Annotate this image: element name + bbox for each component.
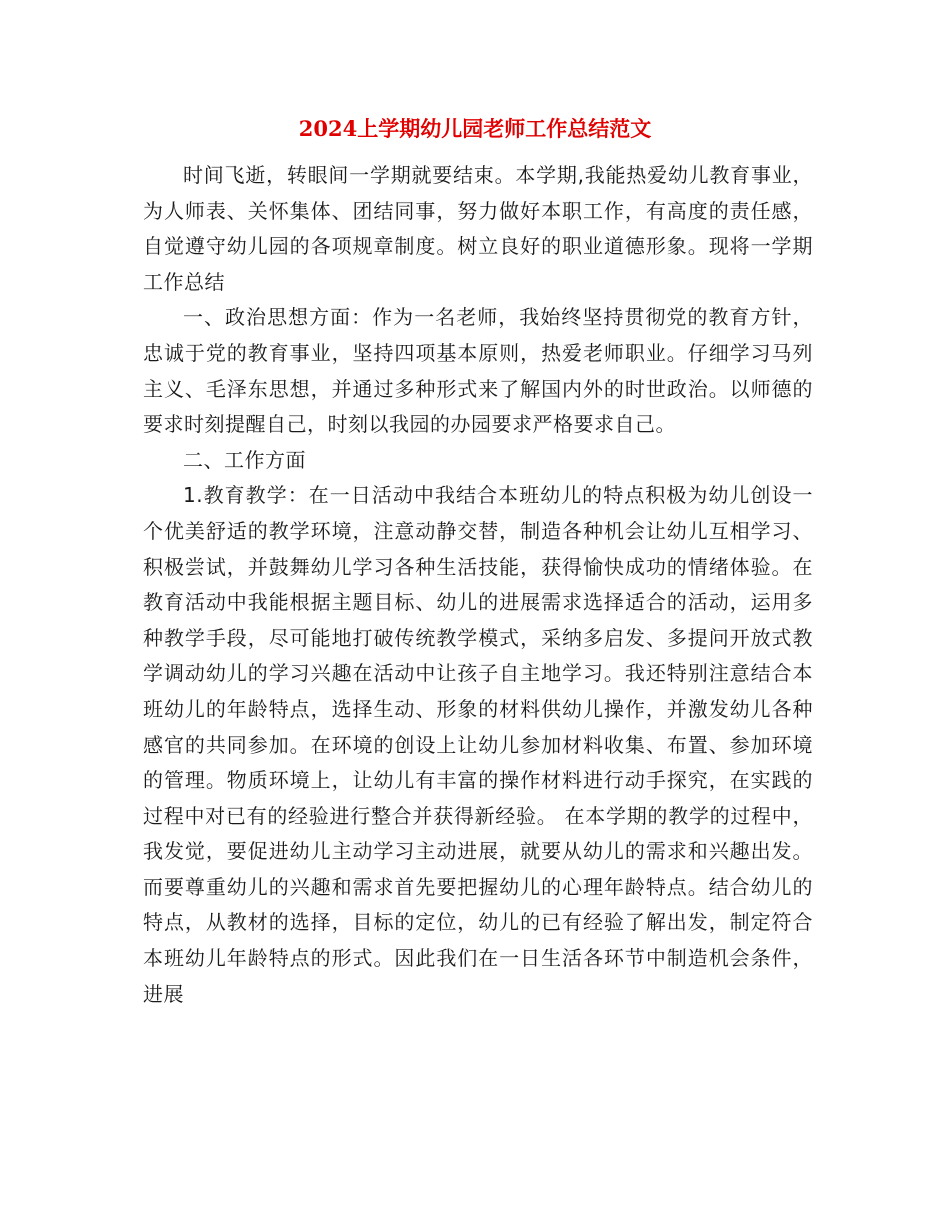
paragraph-education-teaching: 1.教育教学：在一日活动中我结合本班幼儿的特点积极为幼儿创设一个优美舒适的教学环境，注意动静交替，制造各种机会让幼儿互相学习、积极尝试，并鼓舞幼儿学习各种生活技能，获得愉快成功的情绪体验。在教育活动中我能根据主题目标、幼儿的进展需求选择适合的活动，运用多种教学手段，尽可能地打破传统教学模式，采纳多启发、多提问开放式教学调动幼儿的学习兴趣在活动中让孩子自主地学习。我还特别注意结合本班幼儿的年龄特点，选择生动、形象的材料供幼儿操作，并激发幼儿各种感官的共同参加。在环境的创设上让幼儿参加材料收集、布置、参加环境的管理。物质环境上，让幼儿有丰富的操作材料进行动手探究，在实践的过程中对已有的经验进行整合并获得新经验。 在本学期的教学的过程中，我发觉，要促进幼儿主动学习主动进展，就要从幼儿的需求和兴趣出发。而要尊重幼儿的兴趣和需求首先要把握幼儿的心理年龄特点。结合幼儿的特点，从教材的选择，目标的定位，幼儿的已有经验了解出发，制定符合本班幼儿年龄特点的形式。因此我们在一日生活各环节中制造机会条件，进展	[143, 483, 813, 1006]
paragraph-political-thought: 一、政治思想方面：作为一名老师，我始终坚持贯彻党的教育方针，忠诚于党的教育事业，坚持四项基本原则，热爱老师职业。仔细学习马列主义、毛泽东思想，并通过多种形式来了解国内外的时世政治。以师德的要求时刻提醒自己，时刻以我园的办园要求严格要求自己。	[143, 305, 813, 437]
paragraph-work-heading: 二、工作方面	[183, 447, 306, 472]
document-title: 2024上学期幼儿园老师工作总结范文	[298, 116, 652, 141]
document-body	[143, 158, 813, 1012]
paragraph-intro: 时间飞逝，转眼间一学期就要结束。本学期,我能热爱幼儿教育事业，为人师表、关怀集体、团结同事，努力做好本职工作，有高度的责任感，自觉遵守幼儿园的各项规章制度。树立良好的职业道德形象。现将一学期工作总结	[143, 163, 813, 294]
